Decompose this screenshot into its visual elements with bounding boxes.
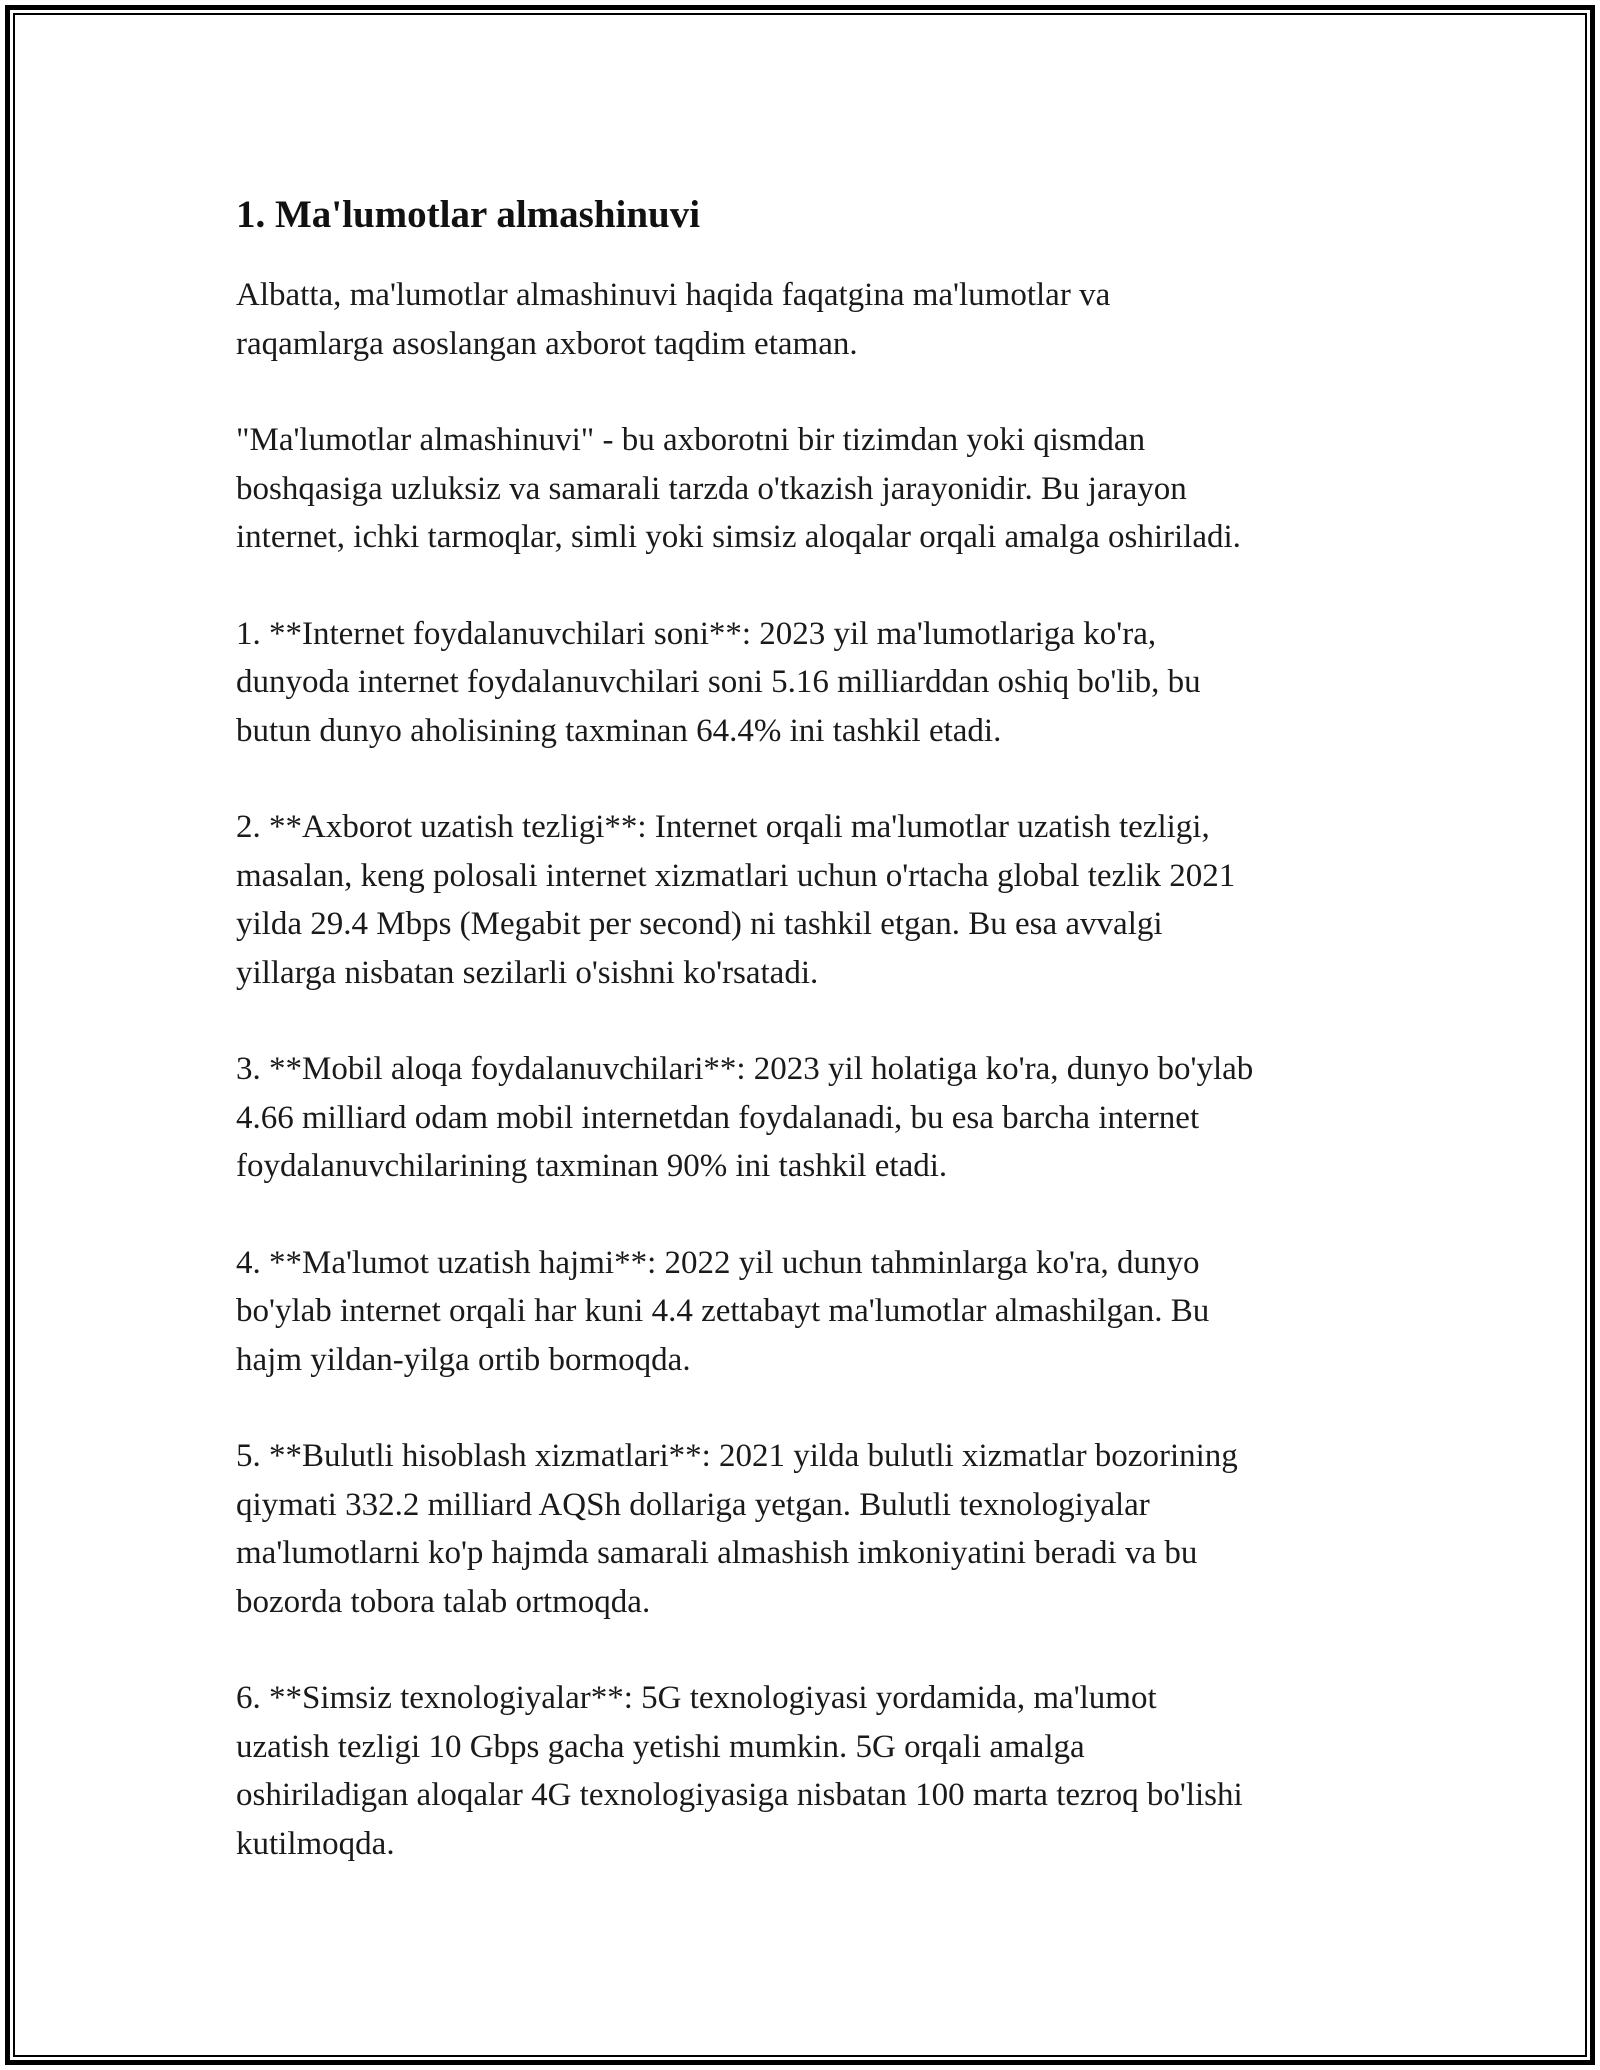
definition-paragraph: "Ma'lumotlar almashinuvi" - bu axborotni bir tizimdan yoki qismdan boshqasiga uzluksiz va samarali tarzda o'tkazish jarayonidir. Bu jarayon internet, ichki tarmoqlar, simli yoki simsiz aloqalar orqali amalga oshiriladi.: [236, 422, 1241, 555]
list-item-wireless-tech: 6. **Simsiz texnologiyalar**: 5G texnologiyasi yordamida, ma'lumot uzatish tezligi 10 Gbps gacha yetishi mumkin. 5G orqali amalga oshiriladigan aloqalar 4G texnologiyasiga nisbatan 100 marta tezroq bo'lishi kutilmoqda.: [236, 1680, 1243, 1862]
list-item-transfer-speed: 2. **Axborot uzatish tezligi**: Internet orqali ma'lumotlar uzatish tezligi, masalan, keng polosali internet xizmatlari uchun o'rtacha global tezlik 2021 yilda 29.4 Mbps (Megabit per second) ni tashkil etgan. Bu esa avvalgi yillarga nisbatan sezilarli o'sishni ko'rsatadi.: [236, 809, 1236, 991]
list-item-internet-users: 1. **Internet foydalanuvchilari soni**: 2023 yil ma'lumotlariga ko'ra, dunyoda internet foydalanuvchilari soni 5.16 milliarddan oshiq bo'lib, bu butun dunyo aholisining taxminan 64.4% ini tashkil etadi.: [236, 615, 1201, 749]
section-title: 1. Ma'lumotlar almashinuvi: [236, 193, 701, 236]
list-item-cloud-services: 5. **Bulutli hisoblash xizmatlari**: 2021 yilda bulutli xizmatlar bozorining qiymati 332.2 milliard AQSh dollariga yetgan. Bulutli texnologiyalar ma'lumotlarni ko'p hajmda samarali almashish imkoniyatini beradi va bu bozorda tobora talab ortmoqda.: [236, 1438, 1238, 1620]
list-item-data-volume: 4. **Ma'lumot uzatish hajmi**: 2022 yil uchun tahminlarga ko'ra, dunyo bo'ylab internet orqali har kuni 4.4 zettabayt ma'lumotlar almashilgan. Bu hajm yildan-yilga ortib bormoqda.: [236, 1244, 1210, 1378]
intro-paragraph: Albatta, ma'lumotlar almashinuvi haqida faqatgina ma'lumotlar va raqamlarga asoslangan axborot taqdim etaman.: [236, 277, 1111, 362]
list-item-mobile-users: 3. **Mobil aloqa foydalanuvchilari**: 2023 yil holatiga ko'ra, dunyo bo'ylab 4.66 milliard odam mobil internetdan foydalanadi, bu esa barcha internet foydalanuvchilarining taxminan 90% ini tashkil etadi.: [236, 1051, 1254, 1184]
document-body: [236, 185, 1376, 1916]
